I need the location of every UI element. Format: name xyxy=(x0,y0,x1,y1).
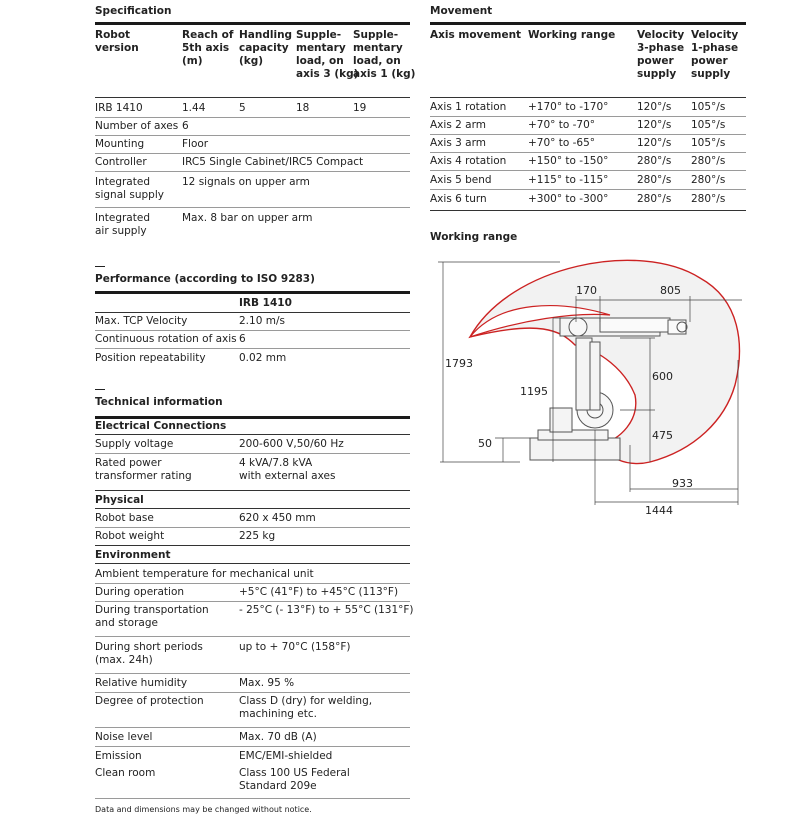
group-title-electrical: Electrical Connections xyxy=(95,420,227,432)
divider xyxy=(95,746,410,747)
tech-row-value: up to + 70°C (158°F) xyxy=(239,641,351,653)
tech-row-label: During short periods (max. 24h) xyxy=(95,641,203,666)
movement-cell: 120°/s xyxy=(637,101,672,113)
divider xyxy=(95,348,410,349)
dim-label: 933 xyxy=(672,477,693,490)
divider xyxy=(95,527,410,528)
divider xyxy=(95,434,410,435)
tech-row-value: 225 kg xyxy=(239,530,276,542)
spec-header-load-axis1: Supple- mentary load, on axis 1 (kg) xyxy=(353,29,416,80)
tech-row-value: Max. 95 % xyxy=(239,677,295,689)
dim-label: 1195 xyxy=(520,385,548,398)
movement-cell: +70° to -65° xyxy=(528,137,596,149)
spec-header-load-axis3: Supple- mentary load, on axis 3 (kg) xyxy=(296,29,359,80)
perf-row-value: 6 xyxy=(239,333,246,345)
spec-row-label: Controller xyxy=(95,156,147,168)
divider xyxy=(95,153,410,154)
dim-label: 170 xyxy=(576,284,597,297)
tech-row-value: EMC/EMI-shielded xyxy=(239,750,333,762)
mov-header-axis: Axis movement xyxy=(430,29,522,41)
tech-row-label: Relative humidity xyxy=(95,677,188,689)
tech-row-value: 4 kVA/7.8 kVA with external axes xyxy=(239,457,336,482)
spec-header-handling: Handling capacity (kg) xyxy=(239,29,293,67)
divider xyxy=(95,508,410,509)
tech-row-label: During transportation and storage xyxy=(95,604,209,629)
divider xyxy=(95,135,410,136)
movement-cell: Axis 2 arm xyxy=(430,119,486,131)
divider xyxy=(95,330,410,331)
section-dash xyxy=(95,389,105,390)
performance-col-header: IRB 1410 xyxy=(239,297,292,309)
divider xyxy=(95,563,410,564)
spec-row-value: 12 signals on upper arm xyxy=(182,176,310,188)
tech-row-label: Clean room xyxy=(95,767,156,779)
movement-cell: 120°/s xyxy=(637,119,672,131)
perf-row-label: Position repeatability xyxy=(95,352,206,364)
tech-row-label: Robot base xyxy=(95,512,154,524)
divider xyxy=(95,601,410,602)
divider xyxy=(95,453,410,454)
spec-row-label: Mounting xyxy=(95,138,145,150)
divider xyxy=(95,171,410,172)
spec-model-load3: 18 xyxy=(296,102,310,114)
divider xyxy=(95,207,410,208)
movement-cell: 280°/s xyxy=(691,155,726,167)
dim-label: 805 xyxy=(660,284,681,297)
divider xyxy=(430,189,746,190)
spec-model-handling: 5 xyxy=(239,102,246,114)
divider xyxy=(430,170,746,171)
divider xyxy=(95,798,410,799)
dim-label: 50 xyxy=(478,437,492,450)
divider xyxy=(95,545,410,546)
tech-row-label: Supply voltage xyxy=(95,438,174,450)
movement-cell: 280°/s xyxy=(691,174,726,186)
spec-row-value: IRC5 Single Cabinet/IRC5 Compact xyxy=(182,156,364,168)
tech-row-label: Noise level xyxy=(95,731,153,743)
spec-model-name: IRB 1410 xyxy=(95,102,143,114)
mov-header-vel3: Velocity 3-phase power supply xyxy=(637,29,685,80)
movement-cell: Axis 3 arm xyxy=(430,137,486,149)
movement-cell: 105°/s xyxy=(691,119,726,131)
movement-title: Movement xyxy=(430,5,493,17)
tech-row-value: - 25°C (- 13°F) to + 55°C (131°F) xyxy=(239,604,414,616)
tech-row-label: Robot weight xyxy=(95,530,165,542)
movement-cell: +170° to -170° xyxy=(528,101,609,113)
spec-model-reach: 1.44 xyxy=(182,102,206,114)
movement-cell: +115° to -115° xyxy=(528,174,609,186)
performance-title: Performance (according to ISO 9283) xyxy=(95,273,315,285)
divider xyxy=(430,22,746,25)
mov-header-range: Working range xyxy=(528,29,616,41)
section-dash xyxy=(95,266,105,267)
divider xyxy=(95,692,410,693)
divider xyxy=(430,116,746,117)
tech-row-value: Class D (dry) for welding, machining etc. xyxy=(239,695,373,720)
technical-title: Technical information xyxy=(95,396,223,408)
working-range-diagram xyxy=(430,250,760,520)
footnote: Data and dimensions may be changed without notice. xyxy=(95,805,312,814)
group-title-environment: Environment xyxy=(95,549,171,561)
dim-label: 475 xyxy=(652,429,673,442)
divider xyxy=(430,97,746,98)
movement-cell: Axis 4 rotation xyxy=(430,155,507,167)
dim-label: 1444 xyxy=(645,504,673,517)
specification-title: Specification xyxy=(95,5,172,17)
movement-cell: 280°/s xyxy=(637,174,672,186)
divider xyxy=(95,291,410,294)
divider xyxy=(430,134,746,135)
tech-row-value: 200-600 V,50/60 Hz xyxy=(239,438,344,450)
divider xyxy=(95,583,410,584)
movement-cell: 105°/s xyxy=(691,101,726,113)
movement-cell: +70° to -70° xyxy=(528,119,596,131)
movement-cell: Axis 6 turn xyxy=(430,193,487,205)
dim-label: 600 xyxy=(652,370,673,383)
mov-header-vel1: Velocity 1-phase power supply xyxy=(691,29,739,80)
movement-cell: +150° to -150° xyxy=(528,155,609,167)
perf-row-value: 2.10 m/s xyxy=(239,315,285,327)
spec-row-label: Integrated air supply xyxy=(95,212,150,237)
spec-row-value: Max. 8 bar on upper arm xyxy=(182,212,313,224)
tech-row-label: Ambient temperature for mechanical unit xyxy=(95,568,314,580)
dim-label: 1793 xyxy=(445,357,473,370)
movement-cell: 280°/s xyxy=(637,155,672,167)
movement-cell: 280°/s xyxy=(691,193,726,205)
spec-row-value: 6 xyxy=(182,120,189,132)
spec-row-label: Integrated signal supply xyxy=(95,176,164,201)
tech-row-value: 620 x 450 mm xyxy=(239,512,316,524)
spec-row-label: Number of axes xyxy=(95,120,179,132)
movement-cell: +300° to -300° xyxy=(528,193,609,205)
divider xyxy=(430,210,746,211)
tech-row-label: Rated power transformer rating xyxy=(95,457,192,482)
spec-header-reach: Reach of 5th axis (m) xyxy=(182,29,234,67)
group-title-physical: Physical xyxy=(95,494,144,506)
spec-model-load1: 19 xyxy=(353,102,367,114)
divider xyxy=(95,97,410,98)
tech-row-value: +5°C (41°F) to +45°C (113°F) xyxy=(239,586,399,598)
movement-cell: 120°/s xyxy=(637,137,672,149)
working-range-title: Working range xyxy=(430,231,518,243)
spec-header-robot-version: Robot version xyxy=(95,29,139,54)
divider xyxy=(95,673,410,674)
perf-row-value: 0.02 mm xyxy=(239,352,287,364)
tech-row-label: During operation xyxy=(95,586,185,598)
movement-cell: 105°/s xyxy=(691,137,726,149)
divider xyxy=(95,636,410,637)
perf-row-label: Continuous rotation of axis xyxy=(95,333,237,345)
tech-row-label: Degree of protection xyxy=(95,695,204,707)
movement-cell: 280°/s xyxy=(637,193,672,205)
spec-row-value: Floor xyxy=(182,138,209,150)
divider xyxy=(95,727,410,728)
tech-row-label: Emission xyxy=(95,750,142,762)
divider xyxy=(430,152,746,153)
divider xyxy=(95,117,410,118)
movement-cell: Axis 5 bend xyxy=(430,174,492,186)
divider xyxy=(95,312,410,313)
tech-row-value: Class 100 US Federal Standard 209e xyxy=(239,767,350,792)
tech-row-value: Max. 70 dB (A) xyxy=(239,731,317,743)
movement-cell: Axis 1 rotation xyxy=(430,101,507,113)
divider xyxy=(95,22,410,25)
divider xyxy=(95,416,410,419)
perf-row-label: Max. TCP Velocity xyxy=(95,315,188,327)
divider xyxy=(95,490,410,491)
